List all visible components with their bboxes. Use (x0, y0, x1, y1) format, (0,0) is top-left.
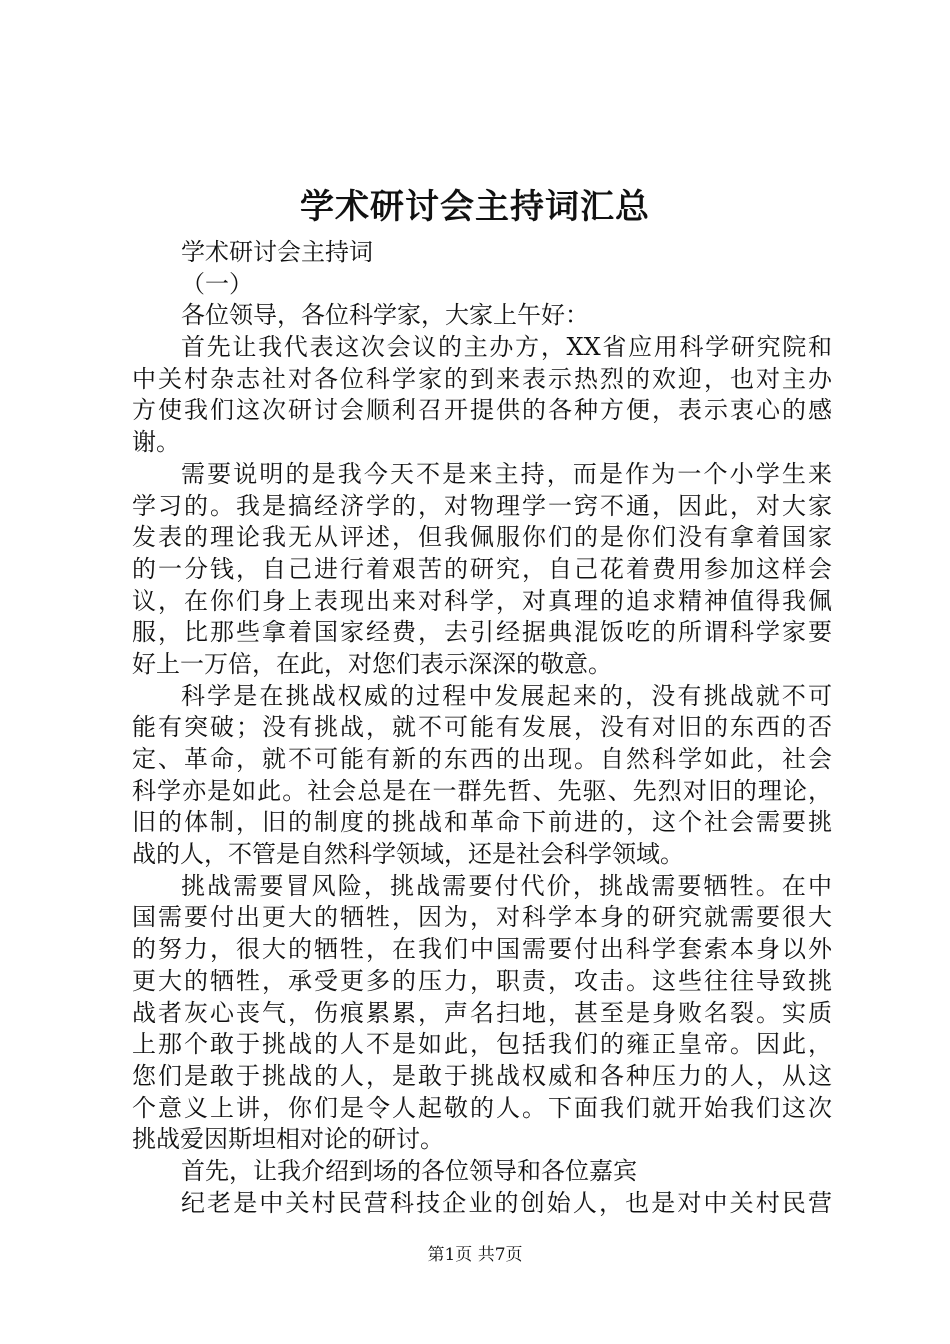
text-line: 发表的理论我无从评述，但我佩服你们的是你们没有拿着国家 (132, 523, 832, 552)
text-line: 需要说明的是我今天不是来主持，而是作为一个小学生来 (181, 459, 832, 488)
text-line: 首先，让我介绍到场的各位领导和各位嘉宾 (181, 1156, 637, 1185)
text-line: 好上一万倍，在此，对您们表示深深的敬意。 (132, 649, 612, 678)
text-line: 挑战爱因斯坦相对论的研讨。 (132, 1125, 444, 1154)
document-title: 学术研讨会主持词汇总 (300, 187, 650, 227)
text-line: （一） (181, 269, 253, 298)
text-line: 议，在你们身上表现出来对科学，对真理的追求精神值得我佩 (132, 586, 832, 615)
text-line: 定、革命，就不可能有新的东西的出现。自然科学如此，社会 (132, 745, 832, 773)
text-line: 更大的牺牲，承受更多的压力，职责，攻击。这些往往导致挑 (132, 966, 832, 995)
text-line: 科学是在挑战权威的过程中发展起来的，没有挑战就不可 (181, 681, 832, 710)
text-line: 方使我们这次研讨会顺利召开提供的各种方便，表示衷心的感 (132, 396, 832, 425)
text-line: 科学亦是如此。社会总是在一群先哲、先驱、先烈对旧的理论， (132, 776, 832, 805)
text-line: 战的人，不管是自然科学领域，还是社会科学领域。 (132, 840, 684, 869)
page-footer: 第1页 共7页 (427, 1245, 523, 1265)
text-line: 纪老是中关村民营科技企业的创始人，也是对中关村民营 (181, 1188, 832, 1217)
text-line: 中关村杂志社对各位科学家的到来表示热烈的欢迎，也对主办 (132, 364, 832, 393)
text-line: 的一分钱，自己进行着艰苦的研究，自己花着费用参加这样会 (132, 554, 832, 583)
text-line: 个意义上讲，你们是令人起敬的人。下面我们就开始我们这次 (132, 1093, 832, 1122)
text-line: 谢。 (132, 428, 180, 457)
text-line: 旧的体制，旧的制度的挑战和革命下前进的，这个社会需要挑 (132, 808, 832, 837)
text-line: 各位领导，各位科学家，大家上午好： (181, 301, 589, 330)
text-line: 挑战需要冒风险，挑战需要付代价，挑战需要牺牲。在中 (181, 871, 832, 900)
text-line: 学习的。我是搞经济学的，对物理学一窍不通，因此，对大家 (132, 491, 832, 520)
text-line: 学术研讨会主持词 (181, 238, 373, 266)
text-line: 服，比那些拿着国家经费，去引经据典混饭吃的所谓科学家要 (132, 618, 832, 647)
text-line: 首先让我代表这次会议的主办方，XX省应用科学研究院和 (181, 333, 832, 362)
text-line: 战者灰心丧气，伤痕累累，声名扫地，甚至是身败名裂。实质 (132, 998, 832, 1027)
text-line: 您们是敢于挑战的人，是敢于挑战权威和各种压力的人，从这 (132, 1061, 832, 1090)
text-line: 的努力，很大的牺牲，在我们中国需要付出科学套索本身以外 (132, 935, 832, 964)
text-line: 上那个敢于挑战的人不是如此，包括我们的雍正皇帝。因此， (132, 1030, 832, 1059)
document-body (132, 237, 832, 1219)
text-line: 国需要付出更大的牺牲，因为，对科学本身的研究就需要很大 (132, 903, 832, 932)
text-line: 能有突破；没有挑战，就不可能有发展，没有对旧的东西的否 (132, 713, 832, 742)
